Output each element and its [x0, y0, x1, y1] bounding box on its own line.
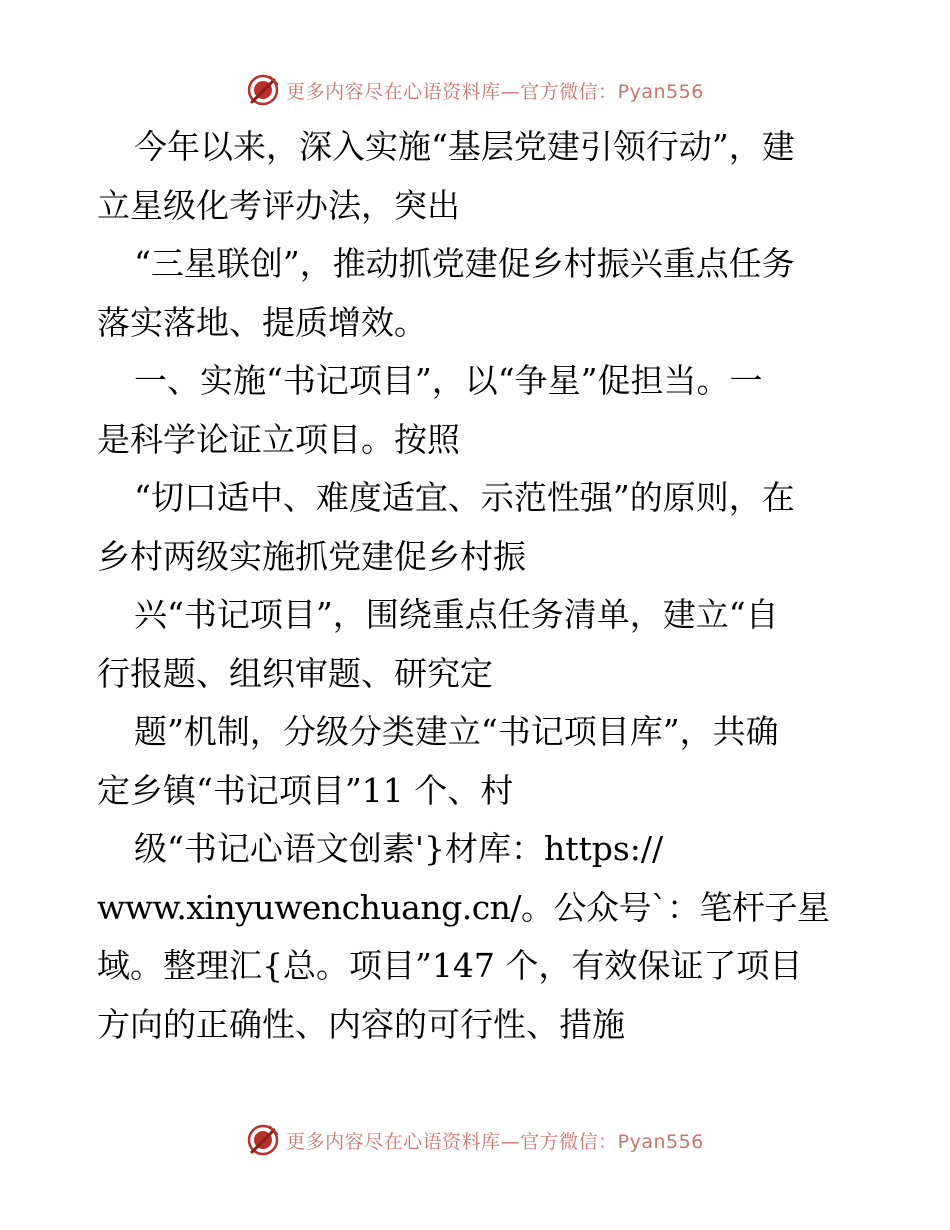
text-line: www.xinyuwenchuang.cn/。公众号`：笔杆子星	[97, 887, 830, 927]
text-line: 兴“书记项目”，围绕重点任务清单，建立“自	[134, 595, 779, 634]
text-line: 方向的正确性、内容的可行性、措施	[97, 1004, 625, 1044]
text-line: 定乡镇“书记项目”11 个、村	[97, 770, 514, 810]
text-line: 今年以来，深入实施“基层党建引领行动”，建	[134, 127, 795, 166]
text-line: 是科学论证立项目。按照	[97, 419, 460, 459]
document-body	[97, 118, 857, 1054]
footer-watermark	[0, 1122, 950, 1158]
text-line: 题”机制，分级分类建立“书记项目库”，共确	[134, 712, 779, 751]
text-line: “切口适中、难度适宜、示范性强”的原则，在	[134, 478, 795, 517]
watermark-text: 更多内容尽在心语资料库—官方微信：Pyan556	[286, 80, 704, 103]
red-circle-pen-icon	[246, 1123, 280, 1157]
header-watermark	[0, 72, 950, 108]
text-line: 行报题、组织审题、研究定	[97, 653, 493, 693]
text-line: 立星级化考评办法，突出	[97, 185, 460, 225]
text-line: 乡村两级实施抓党建促乡村振	[97, 536, 526, 576]
text-line: 落实落地、提质增效。	[97, 302, 427, 342]
text-line: 一、实施“书记项目”，以“争星”促担当。一	[134, 361, 763, 400]
red-circle-pen-icon	[246, 73, 280, 107]
text-line: “三星联创”，推动抓党建促乡村振兴重点任务	[134, 244, 795, 283]
text-line: 级“书记心语文创素'}材库：https://	[134, 829, 664, 868]
watermark-text: 更多内容尽在心语资料库—官方微信：Pyan556	[286, 1130, 704, 1153]
text-line: 域。整理汇{总。项目”147 个，有效保证了项目	[97, 946, 803, 985]
